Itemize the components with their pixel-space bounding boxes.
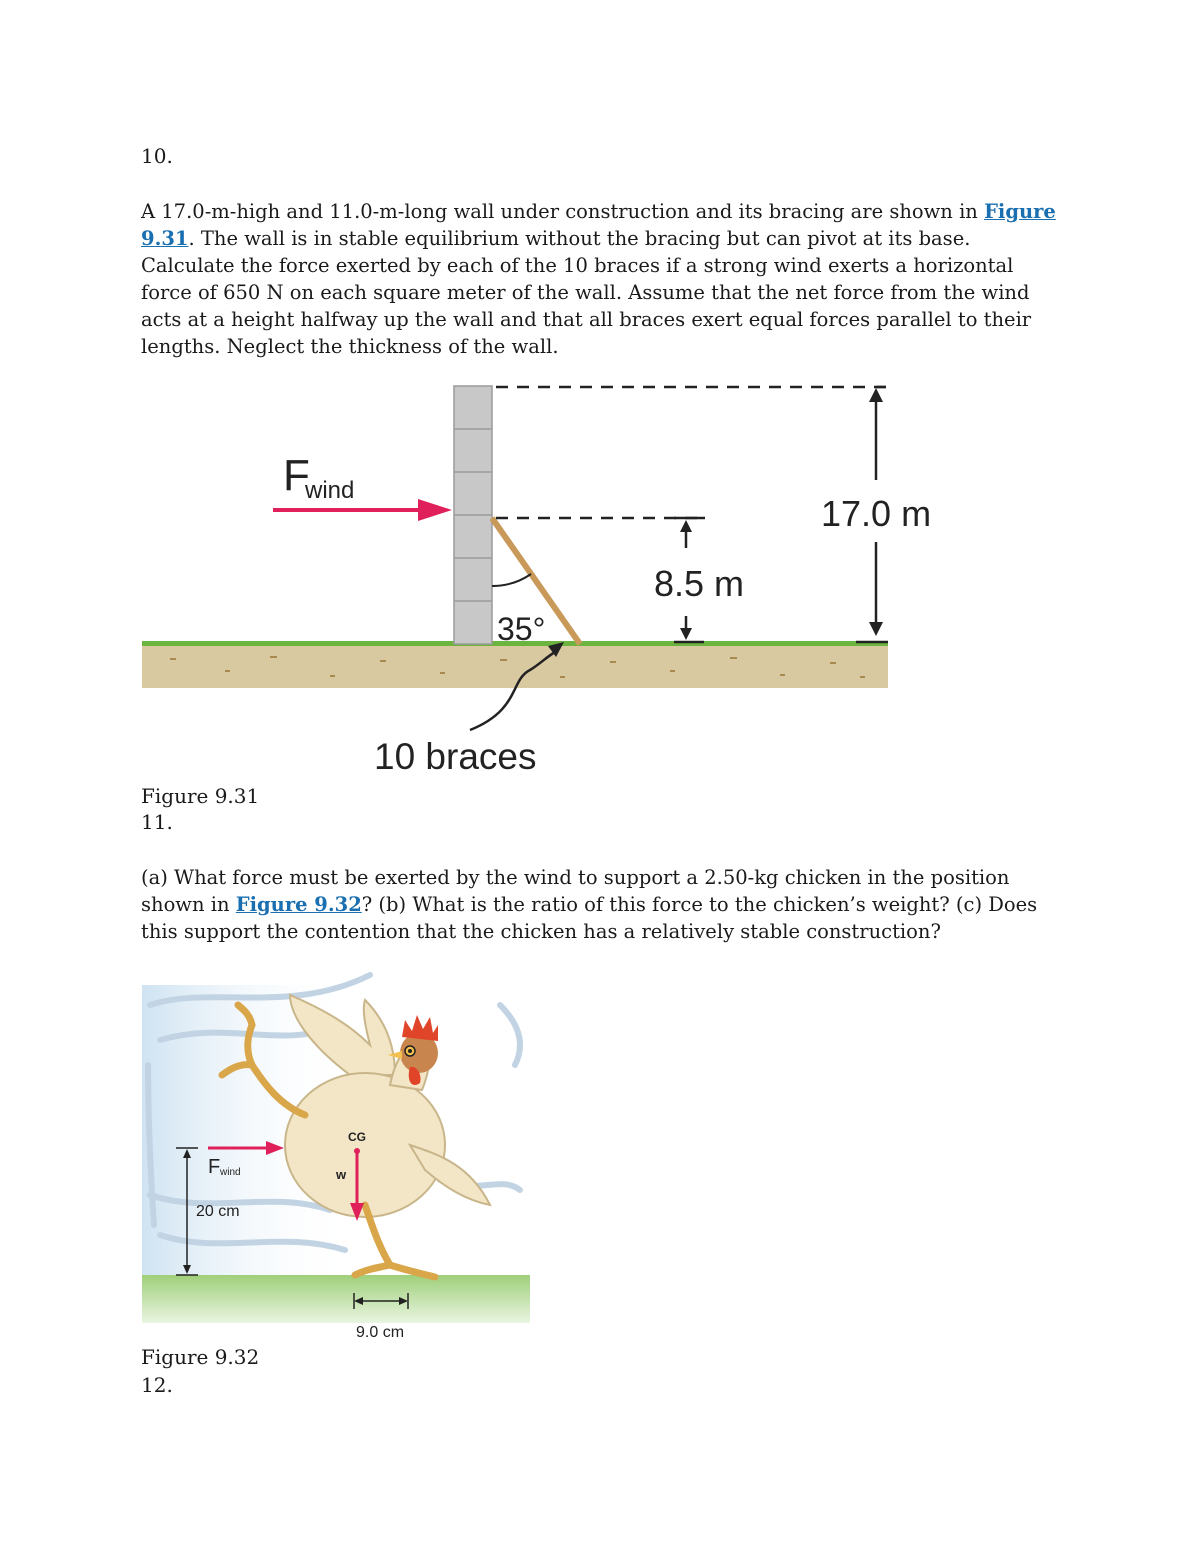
force-label: F [283,451,310,500]
angle-label: 35° [497,611,546,647]
angle-arc [492,574,531,586]
wall-bracing-figure [140,380,932,780]
figure-caption: Figure 9.31 [141,784,260,808]
force-subscript: wind [220,1167,241,1178]
problem-number: 10. [141,144,173,168]
problem-text [141,864,1066,945]
problem-number: 12. [141,1373,173,1397]
figure-link[interactable]: Figure 9.32 [235,893,362,916]
problem-text-after: . The wall is in stable equilibrium without the bracing but can pivot at its base. Calculate the force exerted by each of the 10 braces if a strong wind exerts a horizontal force of 650 N on each square meter of the wall. Assume that the net force from the wind acts at a height halfway up the wall and that all braces exert equal forces parallel to their lengths. Neglect the thickness of the wall. [141,227,1032,358]
problem-text-after: ? (b) What is the ratio of this force to the chicken’s weight? (c) Does this support the contention that the chicken has a relatively stable construction? [141,893,1038,943]
ground [142,644,888,688]
brace-height-label: 8.5 m [654,563,745,604]
height-20cm-label: 20 cm [196,1203,240,1220]
chicken-body [285,1073,445,1217]
problem-number: 11. [141,810,173,834]
chicken-comb [402,1015,438,1041]
braces-label: 10 braces [374,736,537,777]
figure-caption: Figure 9.32 [141,1345,260,1369]
weight-label: w [336,1167,347,1182]
cg-label: CG [348,1130,366,1144]
force-subscript: wind [305,477,355,504]
force-label: F [208,1156,221,1178]
problem-text-before: A 17.0-m-high and 11.0-m-long wall under construction and its bracing are shown in [141,200,985,223]
wall [454,386,492,644]
problem-text [141,198,1066,360]
wind-arrowhead [418,499,452,521]
grass [142,1275,530,1323]
figure-link[interactable]: Figure 9.31 [141,200,1056,250]
problem-text-before: (a) What force must be exerted by the wind to support a 2.50-kg chicken in the position shown in [141,866,1010,916]
height-label: 17.0 m [821,493,932,534]
chicken-figure [140,965,540,1345]
width-9cm-label: 9.0 cm [356,1324,405,1341]
